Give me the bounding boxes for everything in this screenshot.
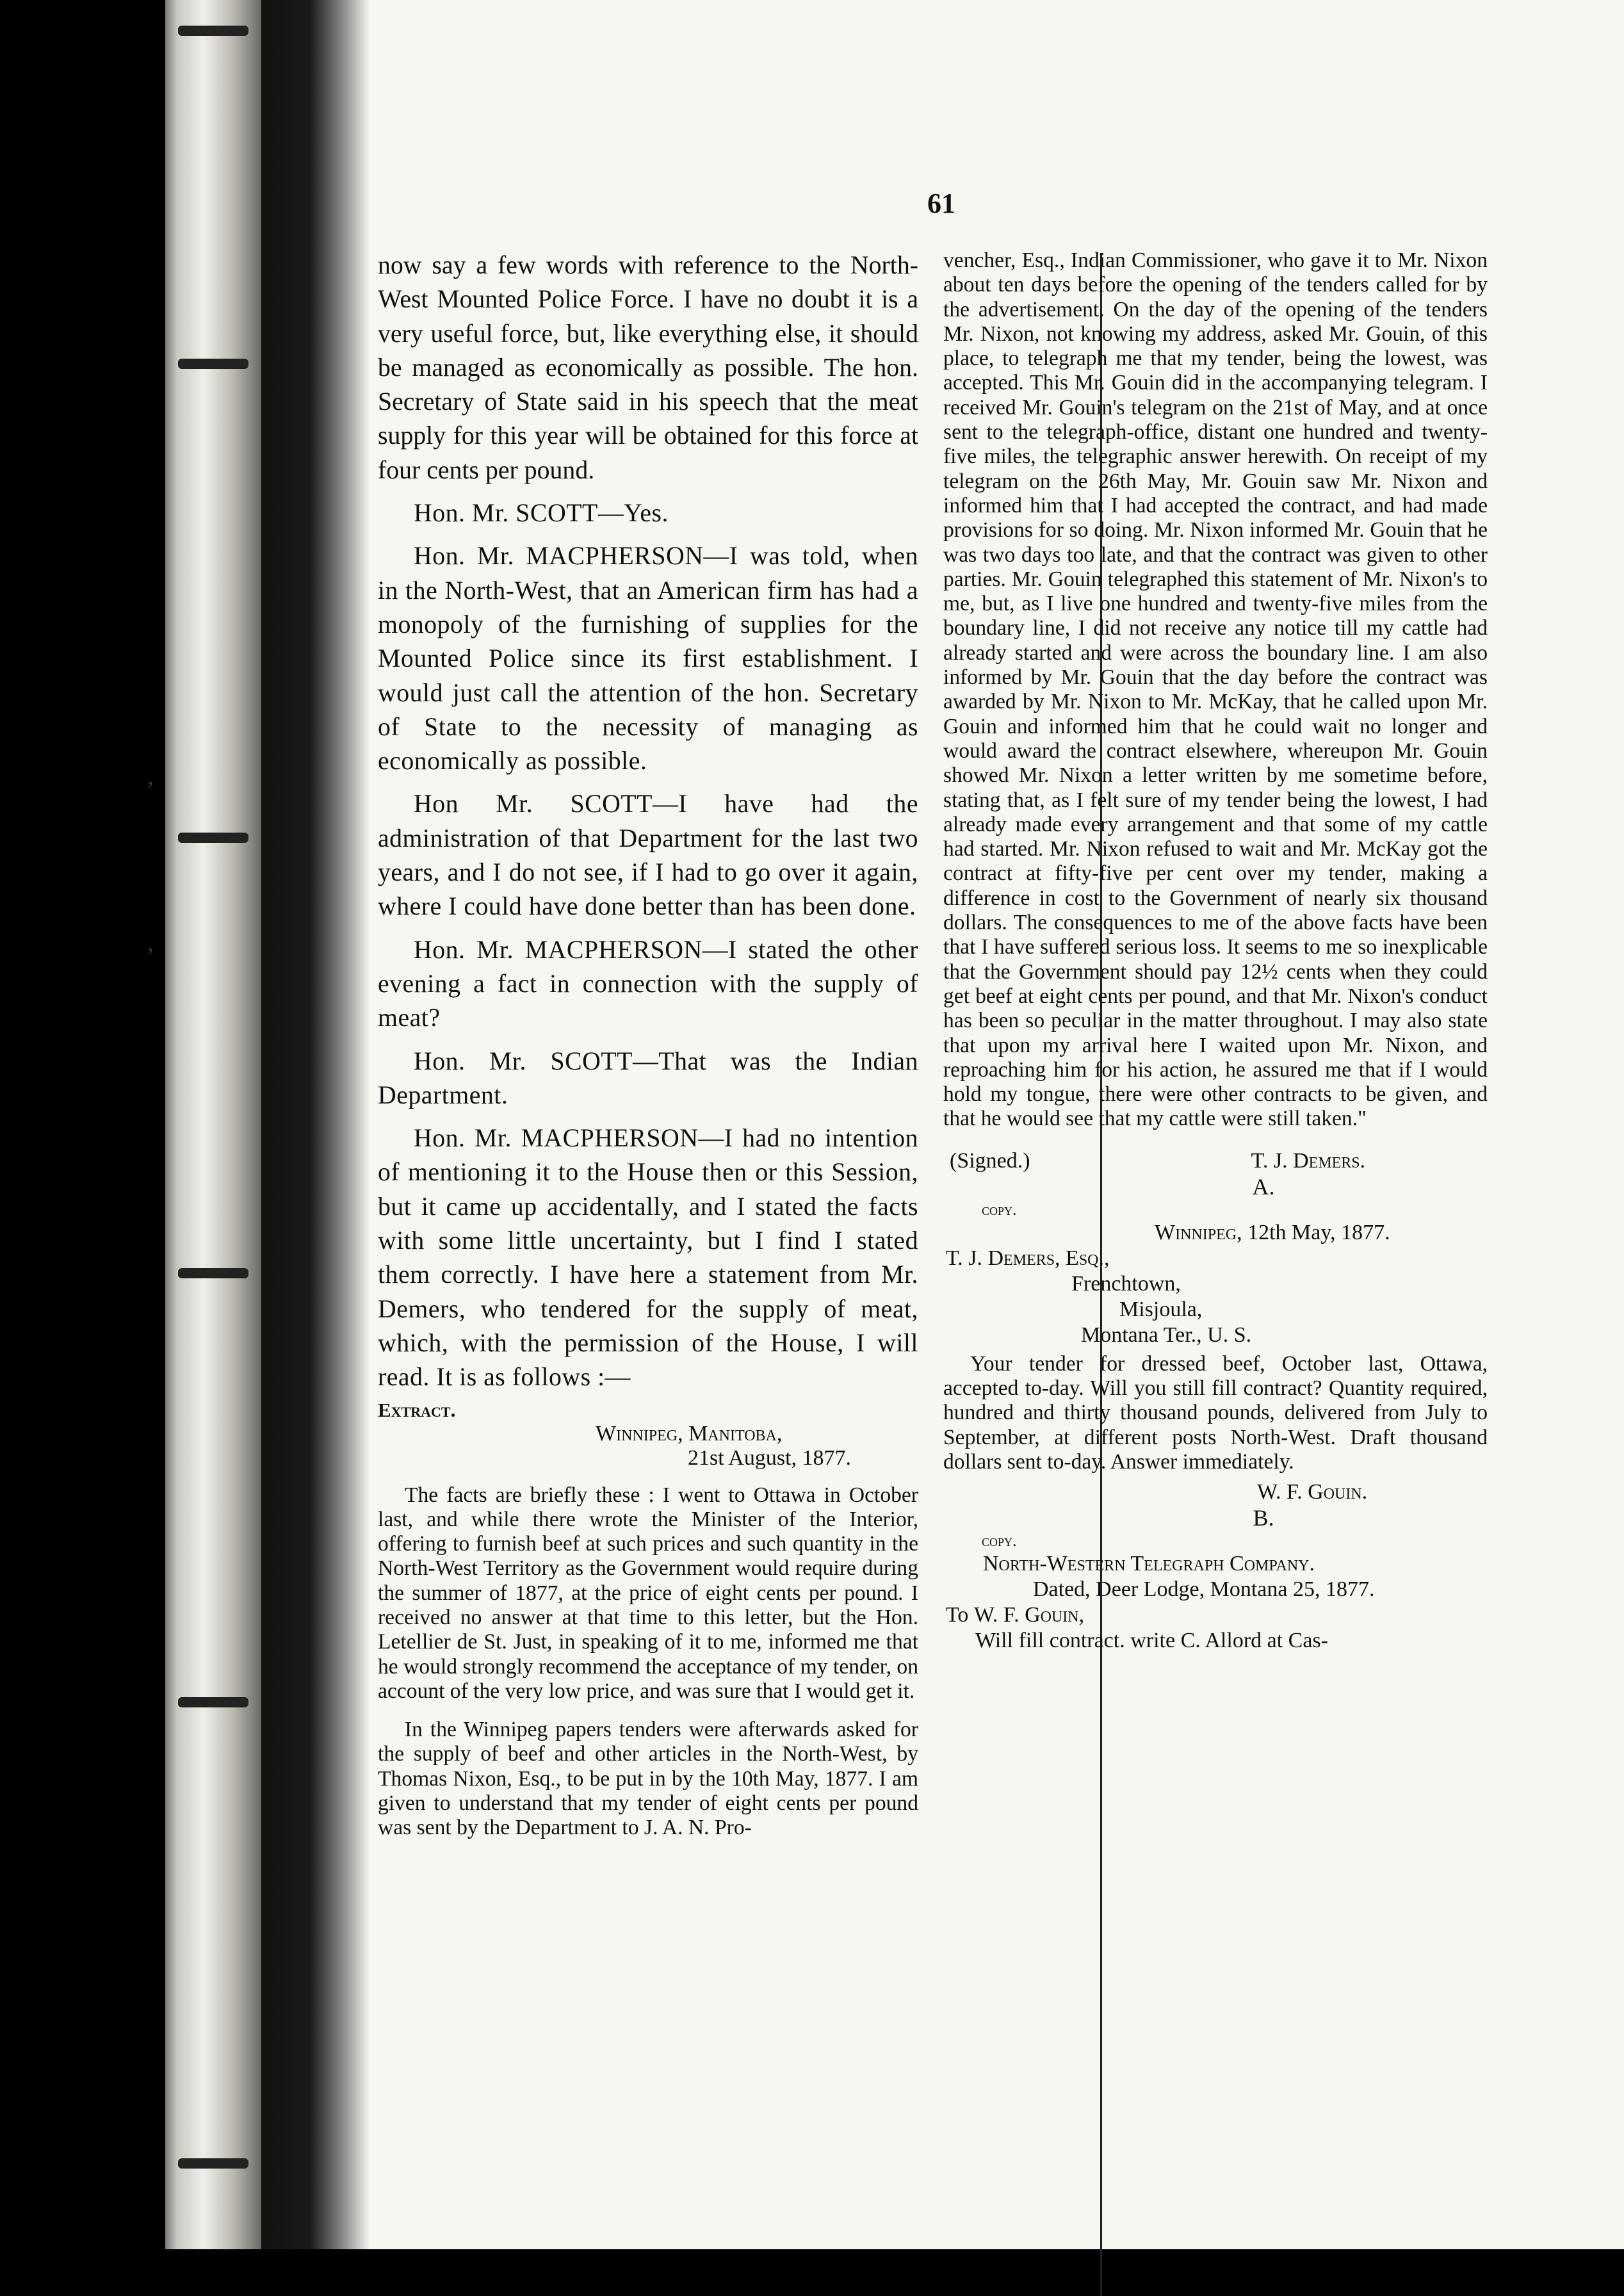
binding-shadow [261, 0, 370, 2249]
book-binding [165, 0, 261, 2249]
dateline-place: Winnipeg, [1155, 1220, 1242, 1244]
address-name: T. J. Demers, Esq., [946, 1246, 1110, 1270]
extract-dateline [596, 1422, 918, 1470]
copy-label: copy. [982, 1200, 1017, 1219]
dateline-date: 12th May, 1877. [1247, 1220, 1390, 1244]
telegram-text: Your tender for dressed beef, October last, Ottawa, accepted to-day. Will you still fill contract? Quantity required, hundred and thirty thousand pounds, delivered from July to September, at different posts North-West. Draft thousand dollars sent to-day. Answer immediately. [943, 1351, 1488, 1474]
binding-stitch [178, 2158, 248, 2169]
address-line: Misjoula, [1119, 1297, 1203, 1321]
to-name: W. F. Gouin, [973, 1603, 1085, 1627]
extract-paragraph: In the Winnipeg papers tenders were afterwards asked for the supply of beef and other articles in the North-West, by Thomas Nixon, Esq., to be put in by the 10th May, 1877. I am given to understand that my tender of eight cents per pound was sent by the Department to J. A. N. Pro- [378, 1718, 918, 1840]
to-prefix: To [946, 1603, 969, 1627]
extract-continuation: vencher, Esq., Indian Commissioner, who gave it to Mr. Nixon about ten days before the opening of the tenders called for by the advertisement. On the day of the opening of the tenders Mr. Nixon, not knowing my address, asked Mr. Gouin, of this place, to telegraph me that my tender, being the lowest, was accepted. This Mr. Gouin did in the accompanying telegram. I received Mr. Gouin's telegram on the 21st of May, and at once sent to the telegraph-office, distant one hundred and twenty-five miles, the telegraphic answer herewith. On receipt of my telegram on the 26th May, Mr. Gouin saw Mr. Nixon and informed him that I had accepted the contract, and had made provisions for so doing. Mr. Nixon informed Mr. Gouin that he was two days too late, and that the contract was given to other parties. Mr. Gouin telegraphed this statement of Mr. Nixon's to me, but, as I live one hundred and twenty-five miles from the boundary line, I did not receive any notice till my cattle had already started and were across the boundary line. I am also informed by Mr. Gouin that the day before the contract was awarded by Mr. Nixon to Mr. McKay, that he called upon Mr. Gouin and informed him that he could wait no longer and would award the contract elsewhere, whereupon Mr. Gouin showed Mr. Nixon a letter written by me sometime before, stating that, as I felt sure of my tender being the lowest, I had already made every arrangement and that some of my cattle had started. Mr. Nixon refused to wait and Mr. McKay got the contract at fifty-five per cent over my tender, making a difference in cost to the Government of nearly six thousand dollars. The consequences to me of the above facts have been that I have suffered serious loss. It seems to me so inexplicable that the Government should pay 12½ cents when they could get beef at eight cents per pound, and that Mr. Nixon's conduct has been so peculiar in the matter throughout. I may also state that upon my arrival here I waited upon Mr. Nixon, and reproaching him for his action, he assured me that if I would hold my tongue, there were other contracts to be given, and that he would see that my cattle were still taken." [943, 248, 1488, 1131]
address-line: Frenchtown, [1071, 1271, 1181, 1296]
paragraph: Hon. Mr. SCOTT—That was the Indian Department. [378, 1046, 918, 1109]
telegram-text: Will fill contract. write C. Allord at Cas- [975, 1629, 1329, 1653]
signed-label: (Signed.) [950, 1148, 1030, 1173]
page-number: 61 [927, 188, 955, 219]
paragraph: Hon Mr. SCOTT—I have had the administration of that Department for the last two years, and I do not see, if I had to go over it again, where I could have done better than has been done. [378, 790, 918, 921]
signature-row [943, 1148, 1488, 1174]
right-column [943, 248, 1488, 1654]
binding-stitch [178, 26, 248, 36]
paragraph: Hon. Mr. MACPHERSON—I stated the other evening a fact in connection with the supply of meat? [378, 935, 918, 1032]
extract-place: Winnipeg, Manitoba, [596, 1421, 783, 1445]
margin-mark-icon: ’ [146, 776, 155, 804]
extract-date: 21st August, 1877. [688, 1445, 852, 1470]
telegram-address [943, 1246, 1488, 1348]
paragraph: now say a few words with reference to the North-West Mounted Police Force. I have no doubt it is a very useful force, but, like everything else, it should be managed as economically as possible. The hon. Secretary of State said in his speech that the meat supply for this year will be obtained for this force at four cents per pound. [378, 251, 918, 484]
paragraph: Hon. Mr. MACPHERSON—I was told, when in the North-West, that an American firm has had a monopoly of the furnishing of supplies for the Mounted Police since its first establishment. I would just call the attention of the hon. Secretary of State to the necessity of managing as economically as possible. [378, 542, 918, 776]
binding-stitch [178, 833, 248, 843]
telegram-dated: Dated, Deer Lodge, Montana 25, 1877. [1033, 1577, 1375, 1602]
telegram-recipient [946, 1602, 1488, 1628]
appendix-letter-b: B. [1253, 1505, 1274, 1531]
paragraph: Hon. Mr. SCOTT—Yes. [414, 499, 669, 528]
copy-label: copy. [982, 1531, 1017, 1551]
extract-paragraph: The facts are briefly these : I went to Ottawa in October last, and while there wrote the Minister of the Interior, offering to furnish beef at such prices and such quantity in the North-West Territory as the Government would require during the summer of 1877, at the price of eight cents per pound. I received no answer at that time to this letter, but the Hon. Letellier de St. Just, in speaking of it to me, informed me that he would strongly recommend the acceptance of my tender, on account of the very low price, and was sure that I would get it. [378, 1483, 918, 1703]
telegram-signature: W. F. Gouin. [1257, 1480, 1368, 1504]
telegram-dateline [1155, 1220, 1488, 1246]
paragraph: Hon. Mr. MACPHERSON—I had no intention of mentioning it to the House then or this Session, but it came up accidentally, and I stated the facts with some little uncertainty, but I find I stated them correctly. I have here a statement from Mr. Demers, who tendered for the supply of meat, which, with the permission of the House, I will read. It is as follows :— [378, 1124, 918, 1392]
extract-label: Extract. [378, 1398, 456, 1421]
margin-mark-icon: ’ [146, 942, 155, 971]
signed-name: T. J. Demers. [1251, 1148, 1366, 1173]
binding-stitch [178, 359, 248, 369]
binding-stitch [178, 1268, 248, 1278]
address-line: Montana Ter., U. S. [1081, 1323, 1252, 1347]
binding-stitch [178, 1697, 248, 1707]
appendix-letter-a: A. [1252, 1173, 1275, 1200]
telegraph-company: North-Western Telegraph Company. [983, 1552, 1315, 1576]
left-column [378, 248, 918, 1841]
